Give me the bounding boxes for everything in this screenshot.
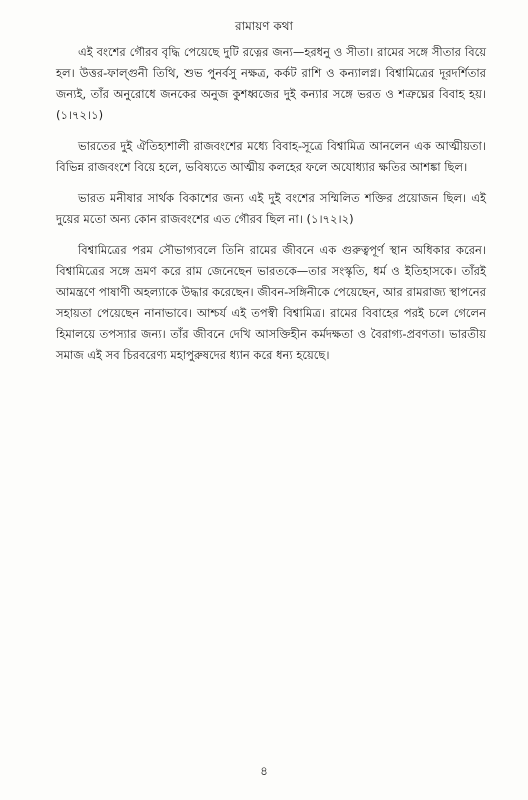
paragraph-marriage-of-rama-and-sita: এই বংশের গৌরব বৃদ্ধি পেয়েছে দুটি রত্নের জন্য—হরধনু ও সীতা। রামের সঙ্গে সীতার বিয়ে হল। উত্তর-ফাল্গুনী তিথি, শুভ পুনর্বসু নক্ষত্র, কর্কট রাশি ও কন্যালগ্ন। বিশ্বামিত্রের দূরদর্শিতার জন্যই, তাঁর অনুরোধে জনকের অনুজ কুশধ্বজের দুই কন্যার সঙ্গে ভরত ও শত্রুঘ্নের বিবাহ হয়। (১।৭২।১)	[56, 45, 486, 122]
page-number: ৪	[260, 764, 268, 778]
paragraph-royal-alliance: ভারতের দুই ঐতিহ্যশালী রাজবংশের মধ্যে বিবাহ-সূত্রে বিশ্বামিত্র আনলেন এক আত্মীয়তা। বিভিন্ন রাজবংশে বিয়ে হলে, ভবিষ্যতে আত্মীয় কলহের ফলে অযোধ্যার ক্ষতির আশঙ্কা ছিল।	[56, 139, 486, 174]
paragraph-vishwamitra-role: বিশ্বামিত্রের পরম সৌভাগ্যবলে তিনি রামের জীবনে এক গুরুত্বপূর্ণ স্থান অধিকার করেন। বিশ্বামিত্রের সঙ্গে ভ্রমণ করে রাম জেনেছেন ভারতকে—তার সংস্কৃতি, ধর্ম ও ইতিহাসকে। তাঁরই আমন্ত্রণে পাষাণী অহল্যাকে উদ্ধার করেছেন। জীবন-সঙ্গিনীকে পেয়েছেন, আর রামরাজ্য স্থাপনের সহায়তা পেয়েছেন নানাভাবে। আশ্চর্য এই তপস্বী বিশ্বামিত্র। রামের বিবাহের পরই চলে গেলেন হিমালয়ে তপস্যার জন্য। তাঁর জীবনে দেখি আসক্তিহীন কর্মদক্ষতা ও বৈরাগ্য-প্রবণতা। ভারতীয় সমাজ এই সব চিরবরেণ্য মহাপুরুষদের ধ্যান করে ধন্য হয়েছে।	[56, 243, 486, 362]
paragraph-combined-strength: ভারত মনীষার সার্থক বিকাশের জন্য এই দুই বংশের সম্মিলিত শক্তির প্রয়োজন ছিল। এই দুয়ের মতো অন্য কোন রাজবংশের এত গৌরব ছিল না। (১।৭২।২)	[56, 191, 486, 226]
running-head: রামায়ণ কথা	[234, 19, 293, 33]
body-text	[56, 42, 486, 376]
